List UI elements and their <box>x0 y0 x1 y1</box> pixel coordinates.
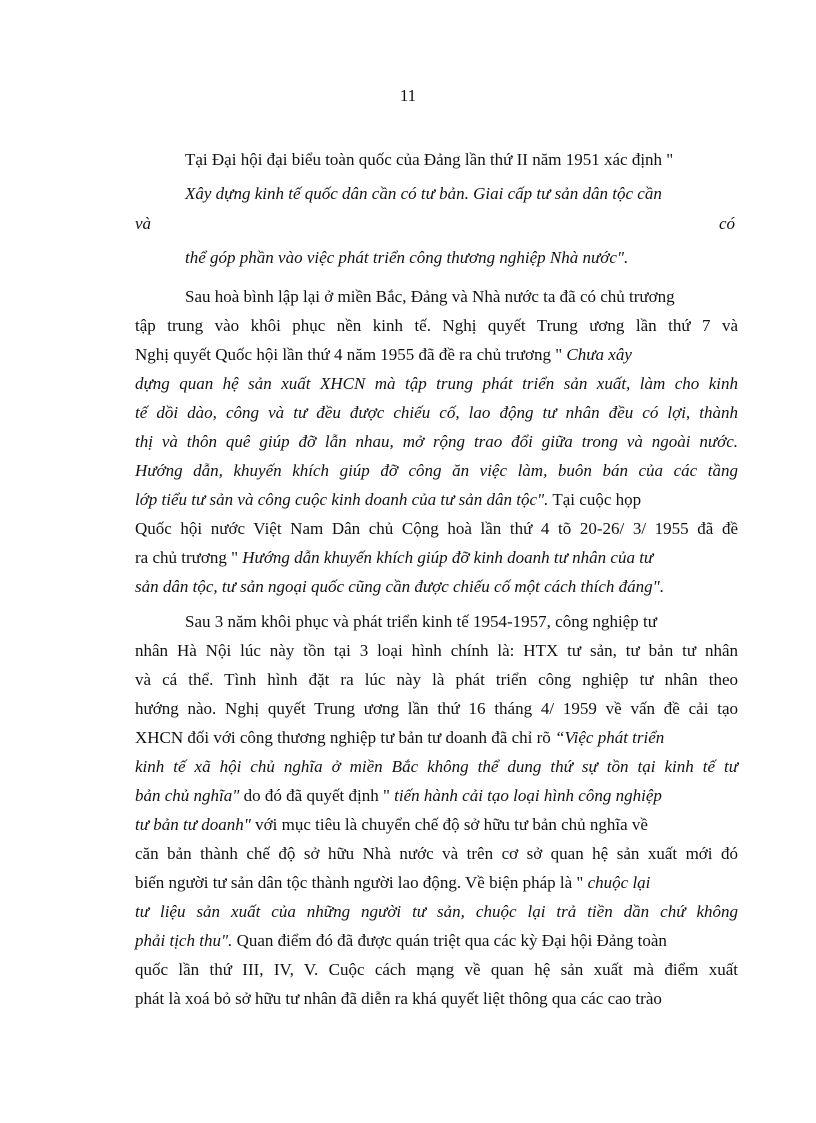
text-span: Quan điểm đó đã được quán triệt qua các kỳ Đại hội Đảng toàn <box>236 931 667 950</box>
text-line: có <box>719 214 736 233</box>
text-line: hướng nào. Nghị quyết Trung ương lần thứ 16 tháng 4/ 1959 về vấn đề cải tạo <box>135 699 738 718</box>
text-span: lớp tiểu tư sản và công cuộc kinh doanh của tư sản dân tộc". <box>135 490 549 509</box>
text-line <box>135 786 662 806</box>
text-span: tư bản tư doanh" <box>135 815 251 834</box>
text-span: tiến hành cải tạo loại hình công nghiệp <box>394 786 662 805</box>
text-span: với mục tiêu là chuyển chế độ sở hữu tư bản chủ nghĩa về <box>255 815 648 834</box>
text-line: dựng quan hệ sản xuất XHCN mà tập trung phát triển sản xuất, làm cho kinh <box>135 374 738 393</box>
text-line: sản dân tộc, tư sản ngoại quốc cũng cần được chiếu cố một cách thích đáng". <box>135 577 665 596</box>
text-line: kinh tế xã hội chủ nghĩa ở miền Bắc không thể dung thứ sự tồn tại kinh tế tư <box>135 757 738 776</box>
text-line <box>135 728 664 748</box>
text-span: Nghị quyết Quốc hội lần thứ 4 năm 1955 đã đề ra chủ trương " <box>135 345 563 364</box>
text-line: Sau hoà bình lập lại ở miền Bắc, Đảng và Nhà nước ta đã có chủ trương <box>185 287 675 306</box>
text-line: và cá thể. Tình hình đặt ra lúc này là phát triển công nghiệp tư nhân theo <box>135 670 738 689</box>
text-line <box>135 548 653 568</box>
text-span: Tại cuộc họp <box>552 490 642 509</box>
text-line: nhân Hà Nội lúc này tồn tại 3 loại hình chính là: HTX tư sản, tư bản tư nhân <box>135 641 738 660</box>
text-line: Sau 3 năm khôi phục và phát triển kinh tế 1954-1957, công nghiệp tư <box>185 612 657 631</box>
text-line <box>135 345 632 365</box>
text-span: chuộc lại <box>587 873 651 892</box>
text-span: XHCN đối với công thương nghiệp tư bản tư doanh đã chỉ rõ <box>135 728 551 747</box>
text-span: bản chủ nghĩa" <box>135 786 240 805</box>
text-line: tế dồi dào, công và tư đều được chiếu cố, lao động tư nhân đều có lợi, thành <box>135 403 738 422</box>
text-span: biến người tư sản dân tộc thành người lao động. Về biện pháp là " <box>135 873 584 892</box>
text-line: thể góp phần vào việc phát triển công thương nghiệp Nhà nước". <box>185 248 629 267</box>
text-span: phải tịch thu". <box>135 931 233 950</box>
text-line: Xây dựng kinh tế quốc dân cần có tư bản. Giai cấp tư sản dân tộc cần <box>185 184 662 203</box>
text-span: do đó đã quyết định " <box>243 786 390 805</box>
text-line: thị và thôn quê giúp đỡ lẫn nhau, mở rộng trao đổi giữa trong và ngoài nước. <box>135 432 738 451</box>
text-span: Chưa xây <box>566 345 632 364</box>
text-line <box>135 815 648 835</box>
text-line: tư liệu sản xuất của những người tư sản, chuộc lại trả tiền dần chứ không <box>135 902 738 921</box>
text-line: quốc lần thứ III, IV, V. Cuộc cách mạng về quan hệ sản xuất mà điểm xuất <box>135 960 738 979</box>
text-line <box>135 873 650 893</box>
text-span: “Việc phát triển <box>555 728 665 747</box>
text-line: Quốc hội nước Việt Nam Dân chủ Cộng hoà lần thứ 4 tõ 20-26/ 3/ 1955 đã đề <box>135 519 738 538</box>
text-line: phát là xoá bỏ sở hữu tư nhân đã diễn ra khá quyết liệt thông qua các cao trào <box>135 989 662 1008</box>
text-span: ra chủ trương " <box>135 548 239 567</box>
text-span: Hướng dẫn khuyến khích giúp đỡ kinh doanh tư nhân của tư <box>242 548 654 567</box>
text-line: Hướng dẫn, khuyến khích giúp đỡ công ăn việc làm, buôn bán của các tầng <box>135 461 738 480</box>
text-line: tập trung vào khôi phục nền kinh tế. Nghị quyết Trung ương lần thứ 7 và <box>135 316 738 335</box>
text-line <box>135 931 667 951</box>
page-number: 11 <box>399 86 417 105</box>
text-line: Tại Đại hội đại biểu toàn quốc của Đảng lần thứ II năm 1951 xác định " <box>185 150 674 169</box>
text-line: căn bản thành chế độ sở hữu Nhà nước và trên cơ sở quan hệ sản xuất mới đó <box>135 844 738 863</box>
text-line <box>135 490 641 510</box>
text-line: và <box>135 214 152 233</box>
